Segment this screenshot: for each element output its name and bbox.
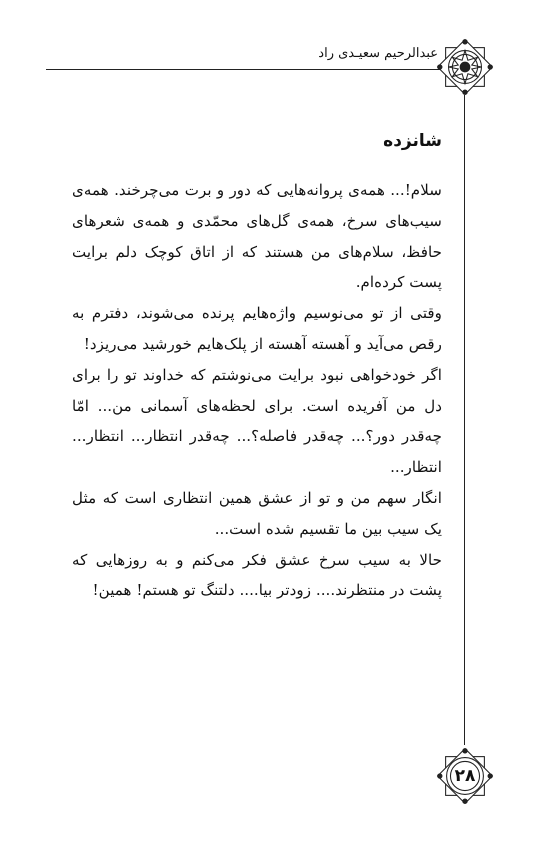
page-number: ۲۸ — [454, 766, 476, 786]
chapter-title: شانزده — [383, 131, 442, 152]
paragraph: اگر خودخواهی نبود برایت می‌نوشتم که خداوند تو را برای دل من آفریده است. برای لحظه‌های آسمانی من... امّا چه‌قدر دور؟... چه‌قدر فاصله؟... چه‌قدر انتظار... انتظار... انتظار... — [72, 365, 442, 477]
margin-rule — [464, 95, 465, 745]
paragraph: حالا به سیب سرخ عشق فکر می‌کنم و به روزهایی که پشت در منتظرند.... زودتر بیا.... دلتنگ تو هستم! همین! — [72, 550, 442, 600]
header-rule — [46, 69, 446, 70]
paragraph: سلام!... همه‌ی پروانه‌هایی که دور و برت می‌چرخند. همه‌ی سیب‌های سرخ، همه‌ی گل‌های محمّدی و همه‌ی شعرهای حافظ، سلام‌های من هستند که از اتاق کوچک دلم برایت پست کرده‌ام. — [72, 181, 442, 292]
body-text — [72, 175, 442, 606]
paragraph: وقتی از تو می‌نوسیم واژه‌هایم پرنده می‌شوند، دفترم به رقص می‌آید و آهسته آهسته از پلک‌هایم خورشید می‌ریزد! — [72, 304, 442, 353]
ornament-icon — [434, 36, 496, 98]
paragraph: انگار سهم من و تو از عشق همین انتظاری است که مثل یک سیب بین ما تقسیم شده است... — [72, 488, 442, 538]
running-header-author: عبدالرحیم سعیـدی راد — [318, 46, 438, 61]
